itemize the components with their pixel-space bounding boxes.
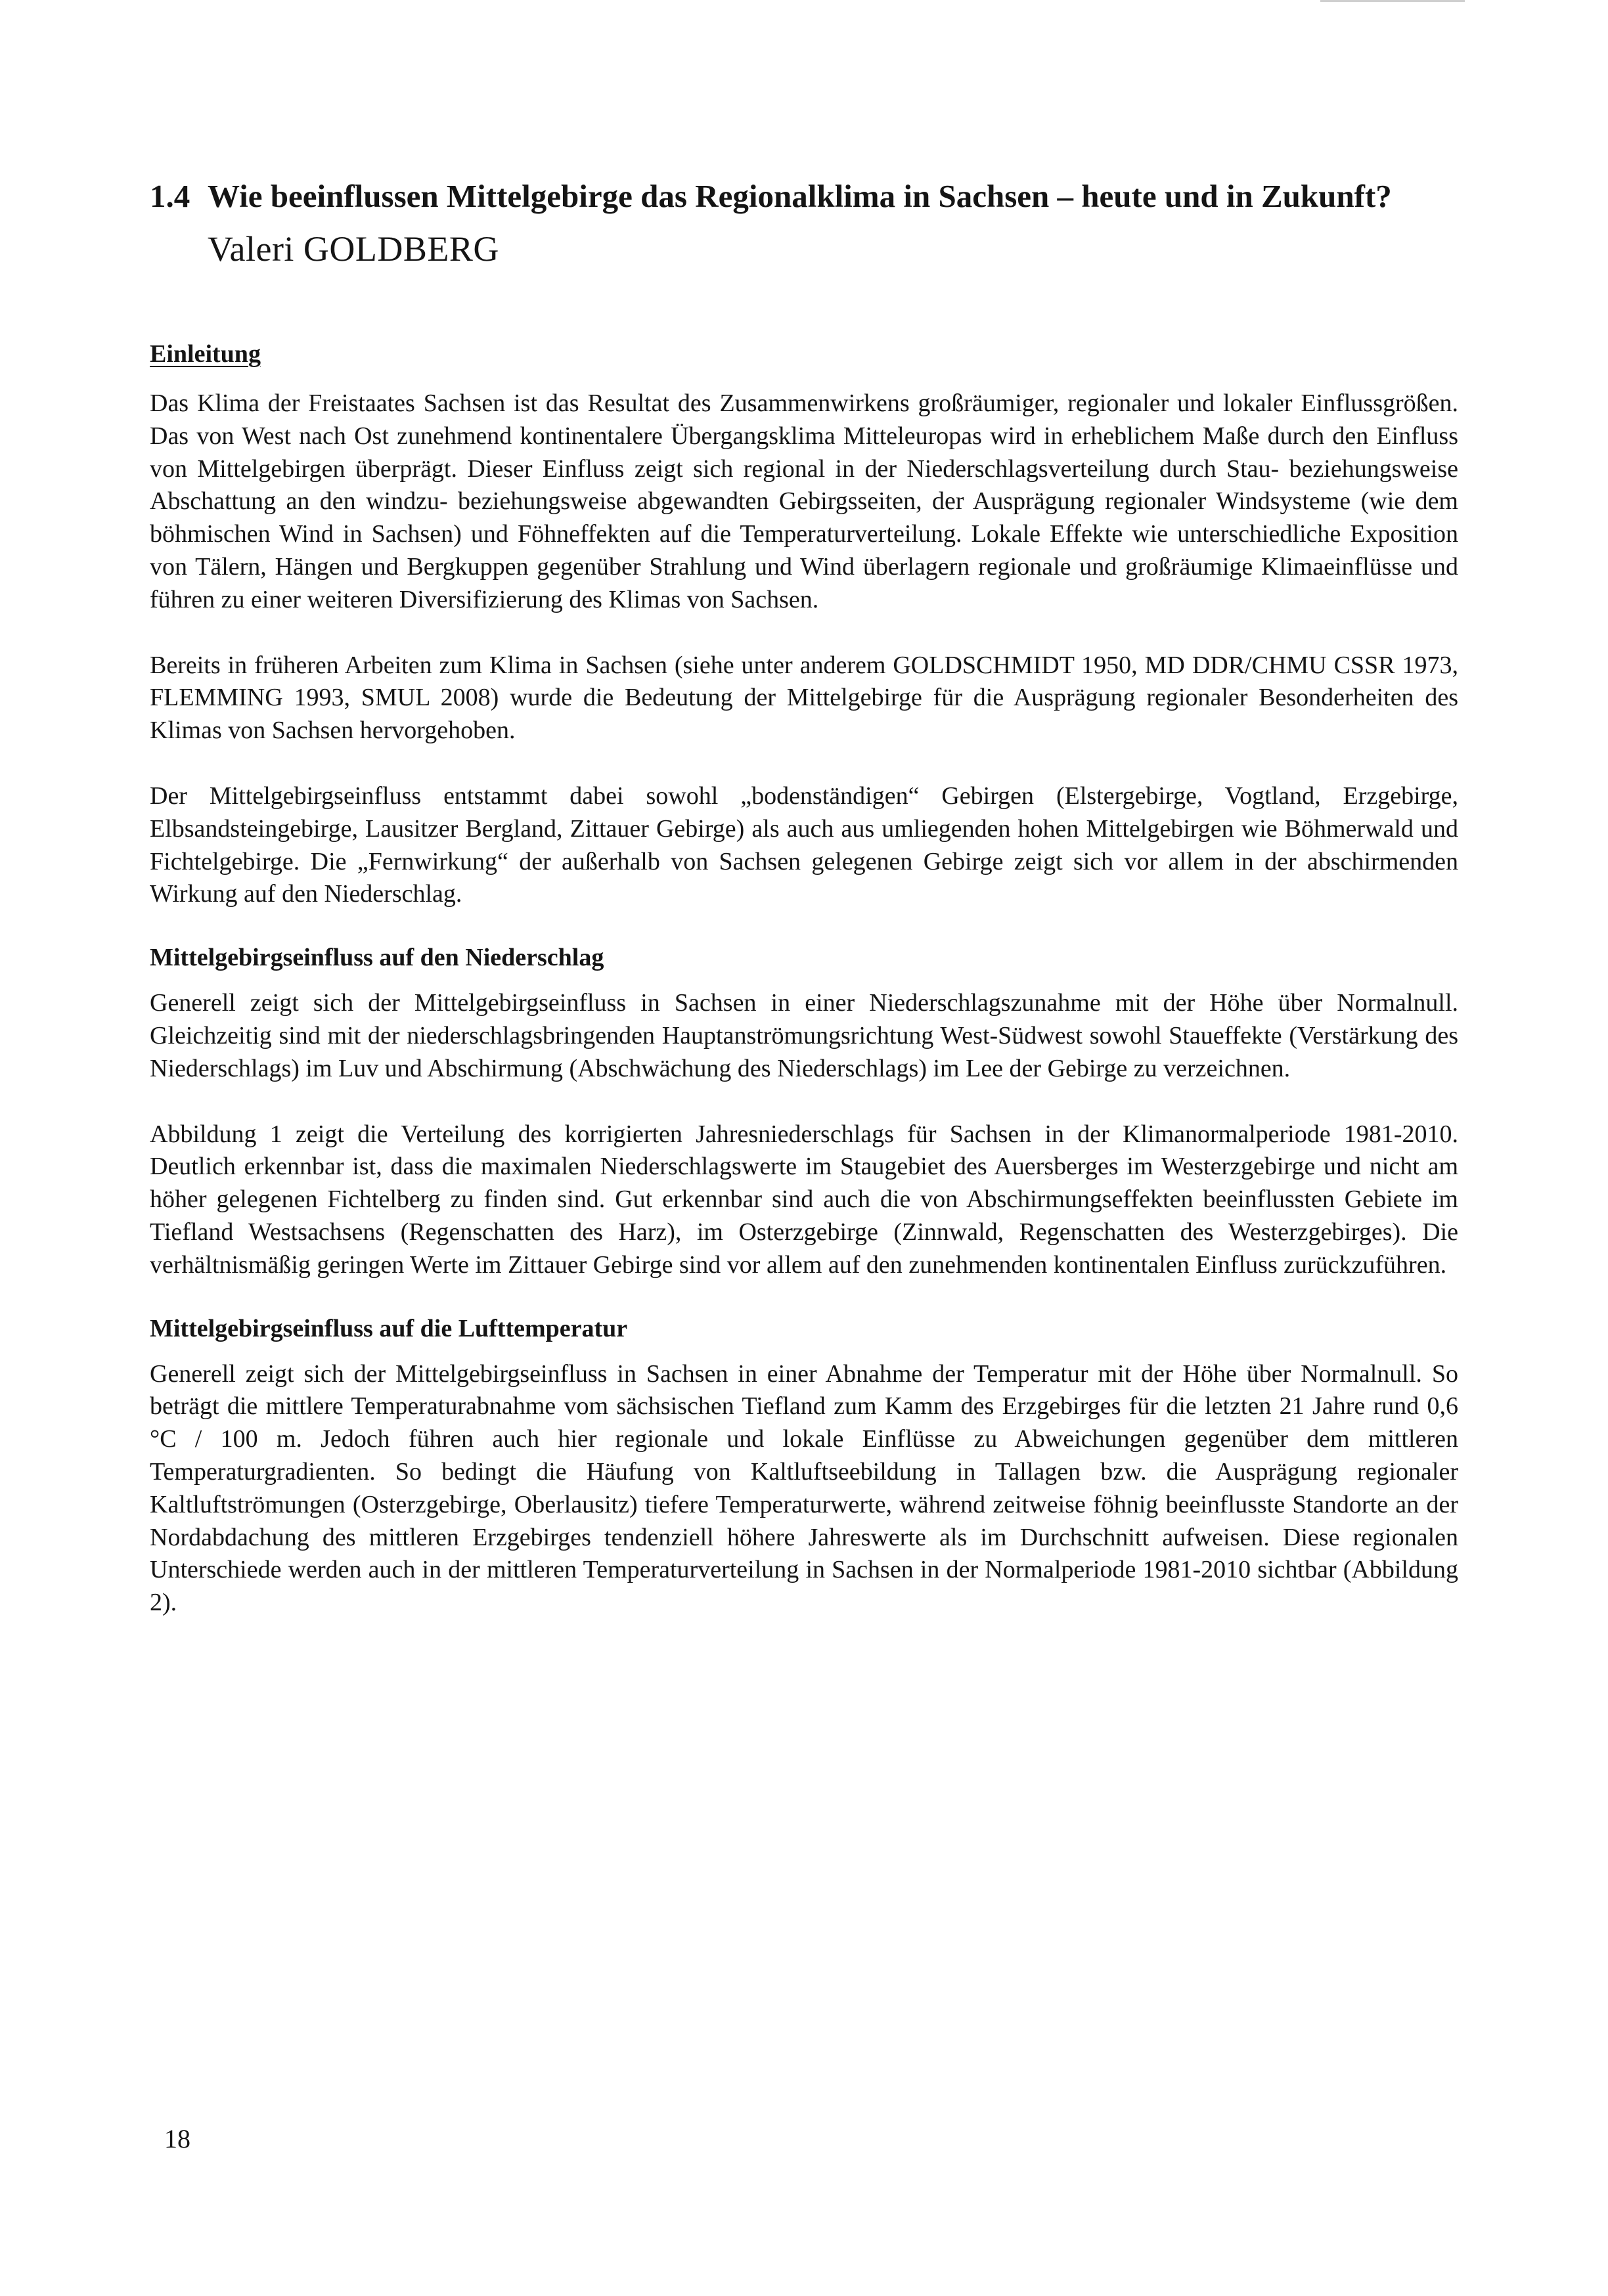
scan-edge-mark: [1320, 0, 1465, 2]
chapter-title: Wie beeinflussen Mittelgebirge das Regionalklima in Sachsen – heute und in Zukunft?: [208, 178, 1392, 214]
temperature-paragraph-1: Generell zeigt sich der Mittelgebirgseinfluss in Sachsen in einer Abnahme der Temperatur mit der Höhe über Normalnull. So beträgt die mittlere Temperaturabnahme vom sächsischen Tiefland zum Kamm des Erzgebirges für die letzten 21 Jahre rund 0,6 °C / 100 m. Jedoch führen auch hier regionale und lokale Einflüsse zu Abweichungen gegenüber dem mittleren Temperaturgradienten. So bedingt die Häufung von Kaltluftseebildung in Tallagen bzw. die Ausprägung regionaler Kaltluftströmungen (Osterzgebirge, Oberlausitz) tiefere Temperaturwerte, während zeitweise föhnig beeinflusste Standorte an der Nordabdachung des mittleren Erzgebirges tendenziell höhere Jahreswerte als im Durchschnitt aufweisen. Diese regionalen Unterschiede werden auch in der mittleren Temperaturverteilung in Sachsen in der Normalperiode 1981-2010 sichtbar (Abbildung 2).: [150, 1359, 1458, 1617]
intro-paragraph-3: Der Mittelgebirgseinfluss entstammt dabei sowohl „bodenständigen“ Gebirgen (Elstergebirge, Vogtland, Erzgebirge, Elbsandsteingebirge, Lausitzer Bergland, Zittauer Gebirge) als auch aus umliegenden hohen Mittelgebirgen wie Böhmerwald und Fichtelgebirge. Die „Fernwirkung“ der außerhalb von Sachsen gelegenen Gebirge zeigt sich vor allem in der abschirmenden Wirkung auf den Niederschlag.: [150, 782, 1458, 908]
chapter-author: Valeri GOLDBERG: [208, 229, 499, 269]
precipitation-paragraph-2: Abbildung 1 zeigt die Verteilung des korrigierten Jahresniederschlags für Sachsen in der Klimanormalperiode 1981-2010. Deutlich erkennbar ist, dass die maximalen Niederschlagswerte im Staugebiet des Auersberges im Westerzgebirge und nicht am höher gelegenen Fichtelberg zu finden sind. Gut erkennbar sind auch die von Abschirmungseffekten beeinflussten Gebiete im Tiefland Westsachsens (Regenschatten des Harz), im Osterzgebirge (Zinnwald, Regenschatten des Westerzgebirges). Die verhältnismäßig geringen Werte im Zittauer Gebirge sind vor allem auf den zunehmenden kontinentalen Einfluss zurückzuführen.: [150, 1120, 1458, 1279]
section-heading-precipitation: Mittelgebirgseinfluss auf den Niederschlag: [150, 944, 604, 972]
intro-paragraph-1: Das Klima der Freistaates Sachsen ist das Resultat des Zusammenwirkens großräumiger, regionaler und lokaler Einflussgrößen. Das von West nach Ost zunehmend kontinentalere Übergangsklima Mitteleuropas wird in erheblichem Maße durch den Einfluss von Mittelgebirgen überprägt. Dieser Einfluss zeigt sich regional in der Niederschlagsverteilung durch Stau- beziehungsweise Abschattung an den windzu- beziehungsweise abgewandten Gebirgsseiten, der Ausprägung regionaler Windsysteme (wie dem böhmischen Wind in Sachsen) und Föhneffekten auf die Temperaturverteilung. Lokale Effekte wie unterschiedliche Exposition von Tälern, Hängen und Bergkuppen gegenüber Strahlung und Wind überlagern regionale und großräumige Klimaeinflüsse und führen zu einer weiteren Diversifizierung des Klimas von Sachsen.: [150, 389, 1458, 613]
section-heading-temperature: Mittelgebirgseinfluss auf die Lufttemperatur: [150, 1314, 628, 1342]
page-content: [150, 172, 1458, 1620]
chapter-heading: [150, 172, 1458, 221]
chapter-number: 1.4: [150, 178, 190, 214]
precipitation-paragraph-1: Generell zeigt sich der Mittelgebirgseinfluss in Sachsen in einer Niederschlagszunahme mit der Höhe über Normalnull. Gleichzeitig sind mit der niederschlagsbringenden Hauptanströmungsrichtung West-Südwest sowohl Staueffekte (Verstärkung des Niederschlags) im Luv und Abschirmung (Abschwächung des Niederschlags) im Lee der Gebirge zu verzeichnen.: [150, 989, 1458, 1082]
intro-paragraph-2: Bereits in früheren Arbeiten zum Klima in Sachsen (siehe unter anderem GOLDSCHMIDT 1950, MD DDR/CHMU CSSR 1973, FLEMMING 1993, SMUL 2008) wurde die Bedeutung der Mittelgebirge für die Ausprägung regionaler Besonderheiten des Klimas von Sachsen hervorgehoben.: [150, 651, 1458, 745]
section-heading-intro: Einleitung: [150, 340, 261, 368]
page-number: 18: [164, 2124, 190, 2153]
